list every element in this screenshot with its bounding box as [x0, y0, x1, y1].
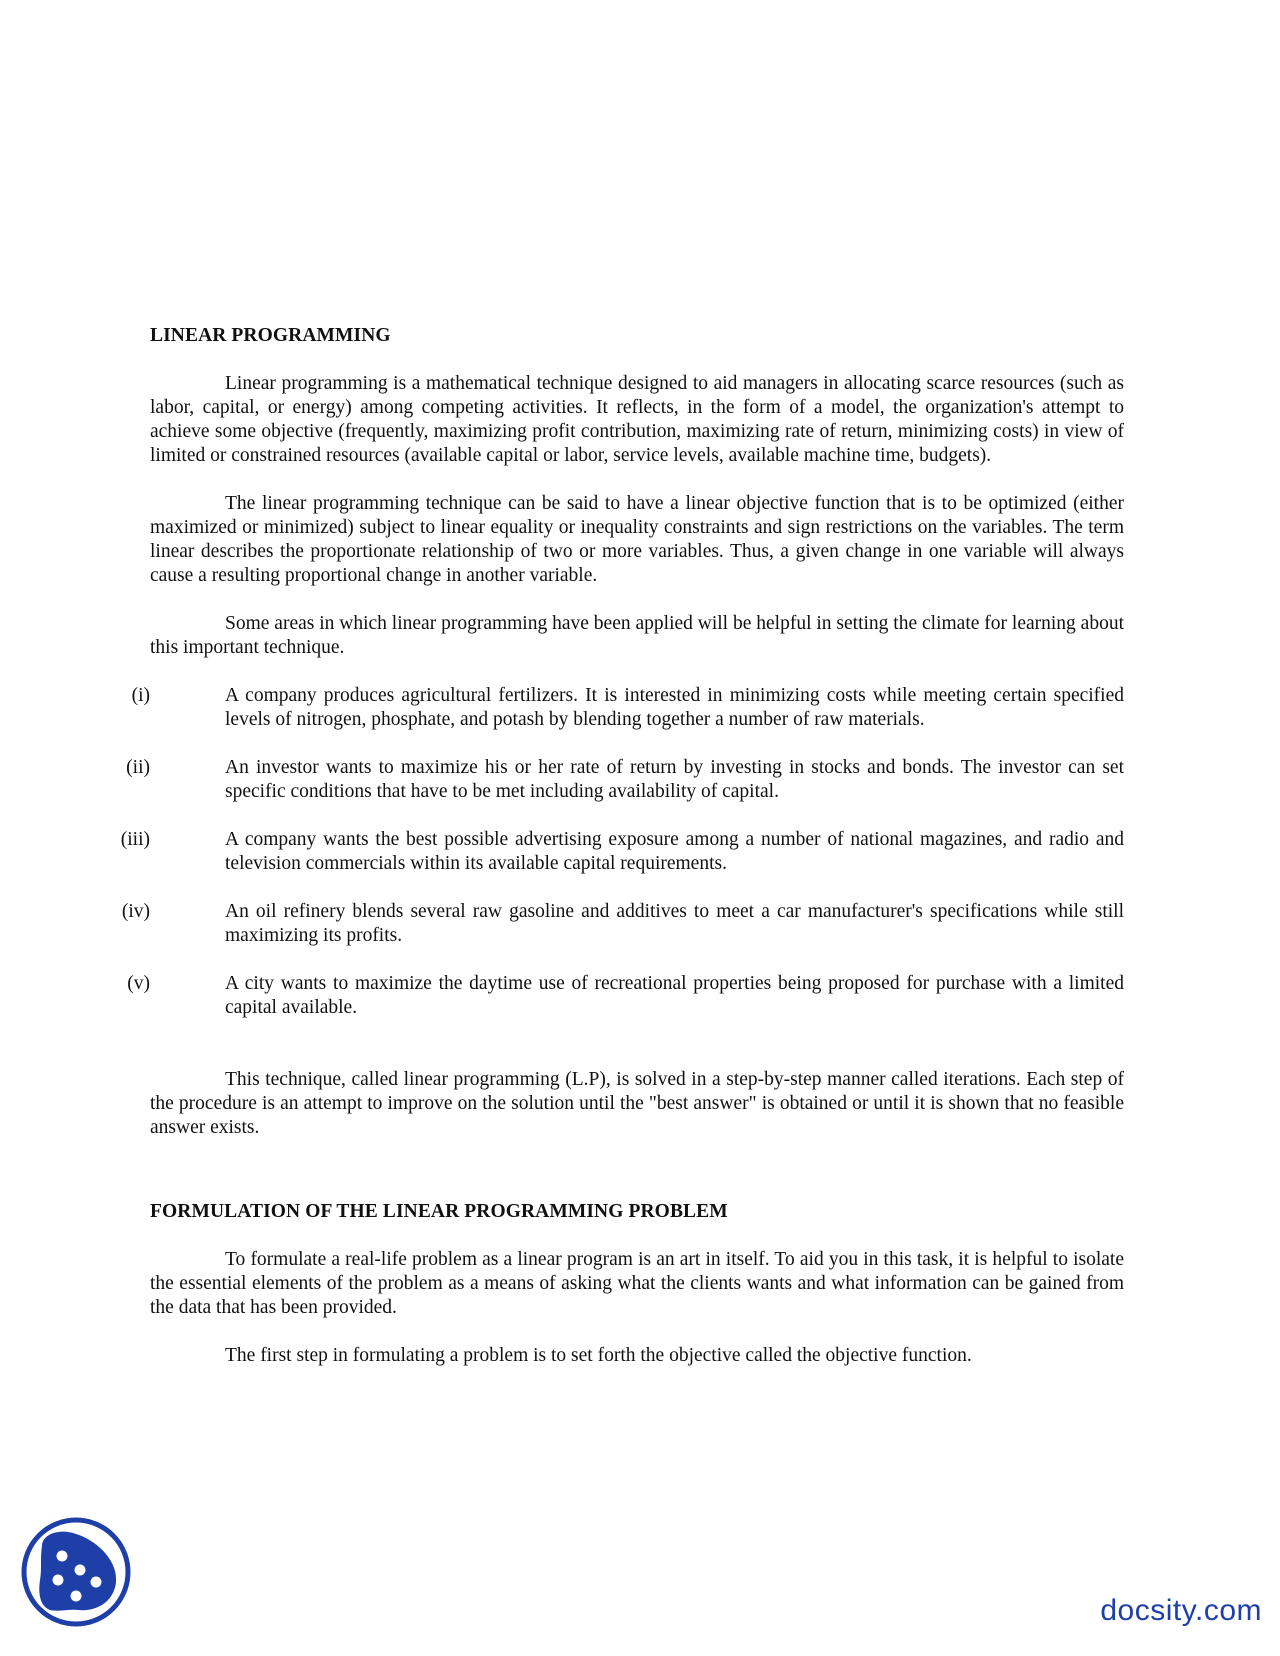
- spacer: [150, 1044, 1124, 1068]
- list-item-number: (v): [127, 973, 150, 994]
- docsity-logo-icon[interactable]: [20, 1516, 132, 1628]
- list-item: [131, 684, 1124, 732]
- list-item: [121, 900, 1124, 948]
- list-item-text: A company wants the best possible advertising exposure among a number of national magazines, and radio and television commercials within its available capital requirements.: [225, 829, 1124, 874]
- spacer: [150, 1164, 1124, 1200]
- section-heading-linear-programming: LINEAR PROGRAMMING: [150, 325, 391, 346]
- intro-paragraph-1: Linear programming is a mathematical technique designed to aid managers in allocating scarce resources (such as labor, capital, or energy) among competing activities. It reflects, in the form of a model, the organization's attempt to achieve some objective (frequently, maximizing profit contribution, maximizing rate of return, minimizing costs) in view of limited or constrained resources (available capital or labor, service levels, available machine time, budgets).: [150, 373, 1124, 466]
- list-item-text: A city wants to maximize the daytime use of recreational properties being proposed for purchase with a limited capital available.: [225, 973, 1124, 1018]
- formulation-paragraph-1: To formulate a real-life problem as a linear program is an art in itself. To aid you in this task, it is helpful to isolate the essential elements of the problem as a means of asking what the clients wants and what information can be gained from the data that has been provided.: [150, 1249, 1124, 1318]
- intro-paragraph-2: The linear programming technique can be said to have a linear objective function that is to be optimized (either maximized or minimized) subject to linear equality or inequality constraints and sign restrictions on the variables. The term linear describes the proportionate relationship of two or more variables. Thus, a given change in one variable will always cause a resulting proportional change in another variable.: [150, 493, 1124, 586]
- applications-list: [120, 684, 1124, 1020]
- list-item-text: An oil refinery blends several raw gasoline and additives to meet a car manufacturer's specifications while still maximizing its profits.: [225, 901, 1124, 946]
- section-heading-formulation: FORMULATION OF THE LINEAR PROGRAMMING PROBLEM: [150, 1201, 728, 1222]
- docsity-logo-svg: [20, 1516, 132, 1628]
- list-item-number: (iii): [120, 829, 150, 850]
- list-item: [126, 756, 1124, 804]
- list-item: [120, 828, 1124, 876]
- list-item-number: (iv): [121, 901, 150, 922]
- intro-paragraph-3: Some areas in which linear programming have been applied will be helpful in setting the climate for learning about this important technique.: [150, 613, 1124, 658]
- formulation-paragraph-2: The first step in formulating a problem is to set forth the objective called the objective function.: [225, 1345, 972, 1366]
- list-item-text: An investor wants to maximize his or her rate of return by investing in stocks and bonds. The investor can set specific conditions that have to be met including availability of capital.: [225, 757, 1124, 802]
- list-item-number: (ii): [126, 757, 150, 778]
- list-item-number: (i): [131, 685, 150, 706]
- docsity-brand-link[interactable]: docsity.com: [1100, 1594, 1262, 1627]
- list-item-text: A company produces agricultural fertilizers. It is interested in minimizing costs while meeting certain specified levels of nitrogen, phosphate, and potash by blending together a number of raw materials.: [225, 685, 1124, 730]
- document-page: [120, 324, 1124, 1392]
- list-item: [127, 972, 1124, 1020]
- iterations-paragraph: This technique, called linear programming (L.P), is solved in a step-by-step manner called iterations. Each step of the procedure is an attempt to improve on the solution until the "best answer" is obtained or until it is shown that no feasible answer exists.: [150, 1069, 1124, 1138]
